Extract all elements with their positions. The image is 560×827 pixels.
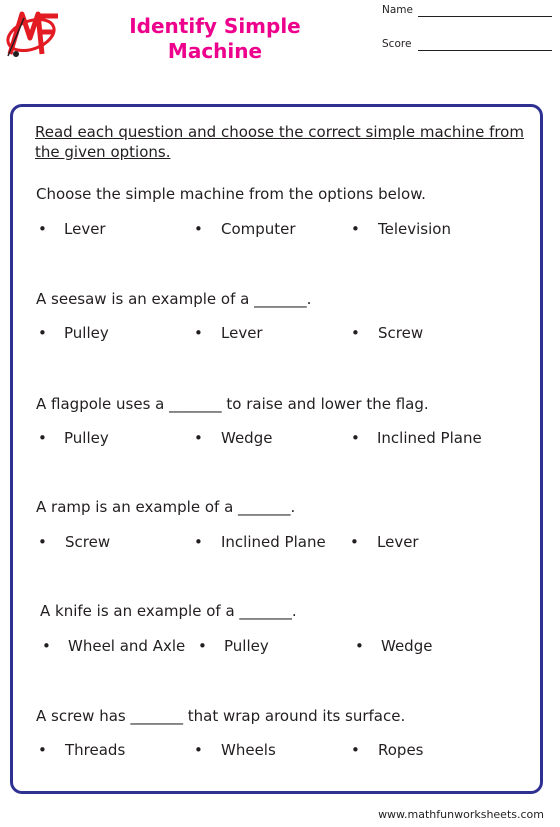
bullet-dot: • — [351, 741, 360, 759]
bullet-dot: • — [351, 324, 360, 342]
bullet-dot: • — [194, 741, 203, 759]
q6-option-2[interactable]: Wheels — [221, 741, 276, 759]
q4-option-2[interactable]: Inclined Plane — [221, 533, 326, 551]
question-3: A flagpole uses a _______ to raise and lower the flag. — [36, 395, 429, 413]
score-field[interactable] — [382, 38, 411, 50]
question-6: A screw has _______ that wrap around its surface. — [36, 707, 406, 725]
mf-logo-icon — [4, 8, 62, 60]
q5-option-3[interactable]: Wedge — [381, 637, 433, 655]
q3-option-1[interactable]: Pulley — [64, 429, 109, 447]
bullet-dot: • — [194, 220, 203, 238]
question-4: A ramp is an example of a _______. — [36, 498, 296, 516]
bullet-dot: • — [38, 324, 47, 342]
q6-option-3[interactable]: Ropes — [378, 741, 424, 759]
question-5: A knife is an example of a _______. — [40, 602, 297, 620]
q2-option-3[interactable]: Screw — [378, 324, 424, 342]
score-label: Score — [382, 38, 412, 50]
page-title: Identify Simple Machine — [129, 14, 301, 63]
bullet-dot: • — [38, 533, 47, 551]
bullet-dot: • — [42, 637, 51, 655]
q4-option-1[interactable]: Screw — [65, 533, 111, 551]
bullet-dot: • — [38, 220, 47, 238]
q2-option-1[interactable]: Pulley — [64, 324, 109, 342]
name-label: Name — [382, 4, 413, 16]
q1-option-2[interactable]: Computer — [221, 220, 296, 238]
bullet-dot: • — [194, 324, 203, 342]
instructions: Read each question and choose the correct simple machine from the given options. — [35, 123, 524, 161]
q5-option-1[interactable]: Wheel and Axle — [68, 637, 186, 655]
question-1: Choose the simple machine from the options below. — [36, 185, 426, 203]
q4-option-3[interactable]: Lever — [377, 533, 419, 551]
q1-option-3[interactable]: Television — [378, 220, 451, 238]
q1-option-1[interactable]: Lever — [64, 220, 106, 238]
bullet-dot: • — [198, 637, 207, 655]
score-line[interactable] — [418, 50, 552, 51]
bullet-dot: • — [38, 429, 47, 447]
name-field[interactable] — [382, 4, 413, 16]
footer-url: www.mathfunworksheets.com — [378, 808, 544, 821]
bullet-dot: • — [350, 533, 359, 551]
bullet-dot: • — [194, 533, 203, 551]
bullet-dot: • — [351, 220, 360, 238]
bullet-dot: • — [194, 429, 203, 447]
bullet-dot: • — [351, 429, 360, 447]
bullet-dot: • — [355, 637, 364, 655]
bullet-dot: • — [38, 741, 47, 759]
name-line[interactable] — [418, 16, 552, 17]
q5-option-2[interactable]: Pulley — [224, 637, 269, 655]
q3-option-2[interactable]: Wedge — [221, 429, 273, 447]
q2-option-2[interactable]: Lever — [221, 324, 263, 342]
q3-option-3[interactable]: Inclined Plane — [377, 429, 482, 447]
question-2: A seesaw is an example of a _______. — [36, 290, 312, 308]
q6-option-1[interactable]: Threads — [65, 741, 126, 759]
worksheet-box — [10, 104, 543, 794]
